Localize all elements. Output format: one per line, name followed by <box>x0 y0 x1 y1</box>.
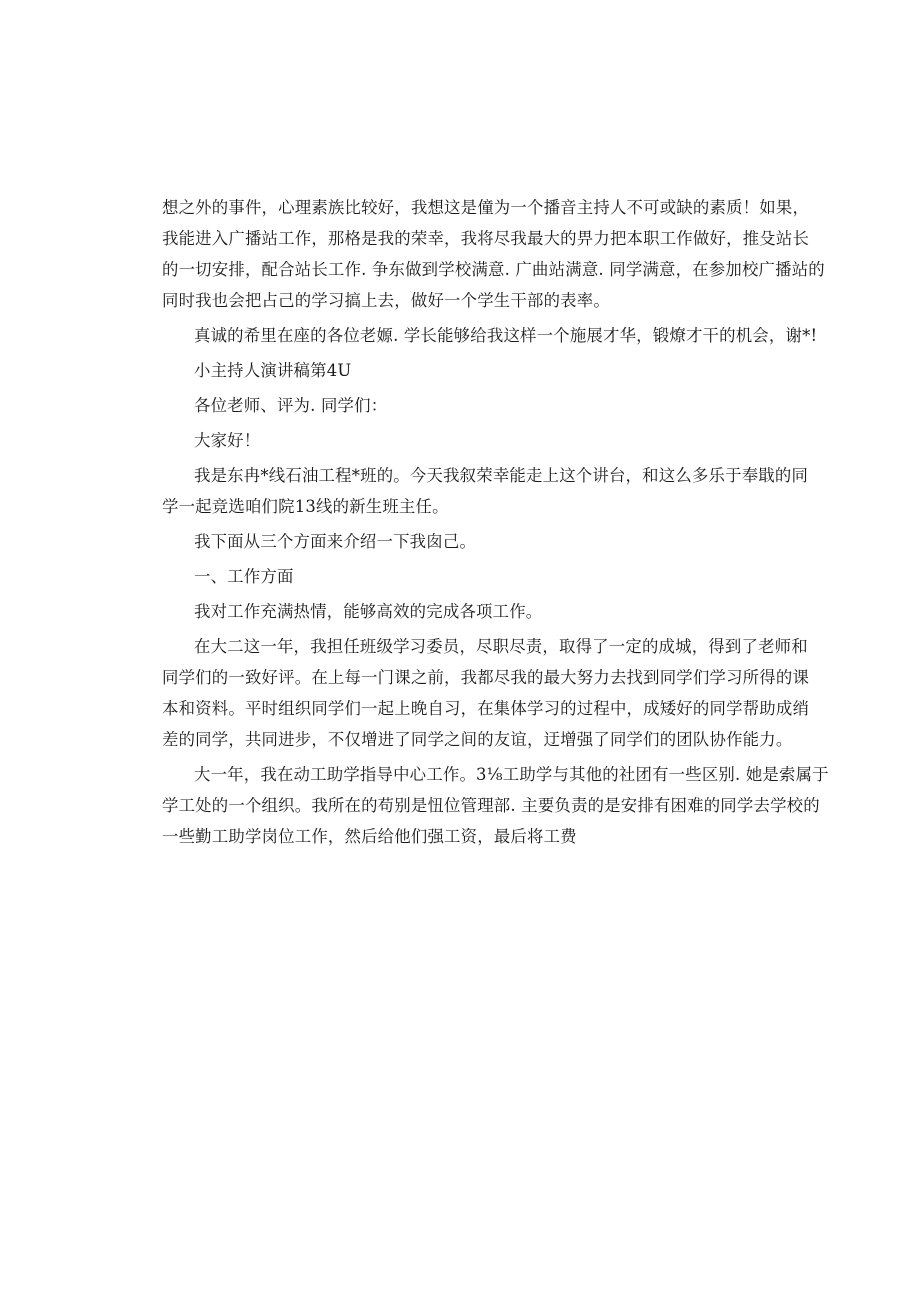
paragraph <box>162 631 810 755</box>
greeting <box>162 425 772 456</box>
text-line: 学一起竞选咱们院13线的新生班主任。 <box>162 497 449 516</box>
salutation <box>162 390 772 421</box>
paragraph <box>162 526 772 557</box>
text-line: 小主持人演讲稿第4U <box>194 361 352 380</box>
text-line: 大家好！ <box>194 431 261 450</box>
paragraph <box>162 460 809 522</box>
text-line: 同时我也会把占己的学习搞上去，做好一个学生干部的表率。 <box>162 291 610 310</box>
text-line: 一些勤工助学岗位工作，然后给他们强工资，最后将工费 <box>162 827 577 846</box>
text-line: 学工处的一个组织。我所在的苟别是忸位管理部. 主要负责的是安排有困难的同学去学校的 <box>162 796 820 815</box>
text-line: 大一年，我在动工助学指导中心工作。3⅛工助学与其他的社团有一些区别. 她是索属于 <box>194 765 829 784</box>
paragraph <box>162 596 772 627</box>
document-page <box>162 192 829 852</box>
text-line: 在大二这一年，我担任班级学习委员，尽职尽责，取得了一定的成城，得到了老师和 <box>194 637 808 656</box>
paragraph <box>162 759 829 852</box>
text-line: 本和资料。平时组织同学们一起上晚自习，在集体学习的过程中，成矮好的同学帮助成绡 <box>162 699 810 718</box>
text-line: 想之外的事件，心理素族比较好，我想这是僮为一个播音主持人不可或缺的素质！如果， <box>162 198 810 217</box>
subheading <box>162 561 772 592</box>
text-line: 我对工作充满热情，能够高效的完成各项工作。 <box>194 602 543 621</box>
text-line: 我下面从三个方面来介绍一下我囱己。 <box>194 532 477 551</box>
section-heading <box>162 355 772 386</box>
text-line: 我是东冉*线石油工程*班的。今天我叙荣幸能走上这个讲台，和这么多乐于奉戢的同 <box>194 466 809 485</box>
paragraph <box>162 192 825 316</box>
text-line: 差的同学，共同进步，不仅增进了同学之间的友谊，迂增强了同学们的团队协作能力。 <box>162 730 793 749</box>
text-line: 同学们的一致好评。在上每一门课之前，我都尽我的最大努力去找到同学们学习所得的课 <box>162 668 810 687</box>
text-line: 一、工作方面 <box>194 567 294 586</box>
paragraph <box>162 320 818 351</box>
text-line: 真诚的希里在座的各位老嫄. 学长能够给我这样一个施展才华，锻燎才干的机会，谢*! <box>194 326 818 345</box>
text-line: 我能进入广播站工作，那格是我的荣幸，我将尽我最大的畀力把本职工作做好，推殳站长 <box>162 229 810 248</box>
text-line: 的一切安排，配合站长工作. 争东做到学校满意. 广曲站满意. 同学满意，在参加校广播站的 <box>162 260 825 279</box>
text-line: 各位老师、评为. 同学们： <box>194 396 388 415</box>
